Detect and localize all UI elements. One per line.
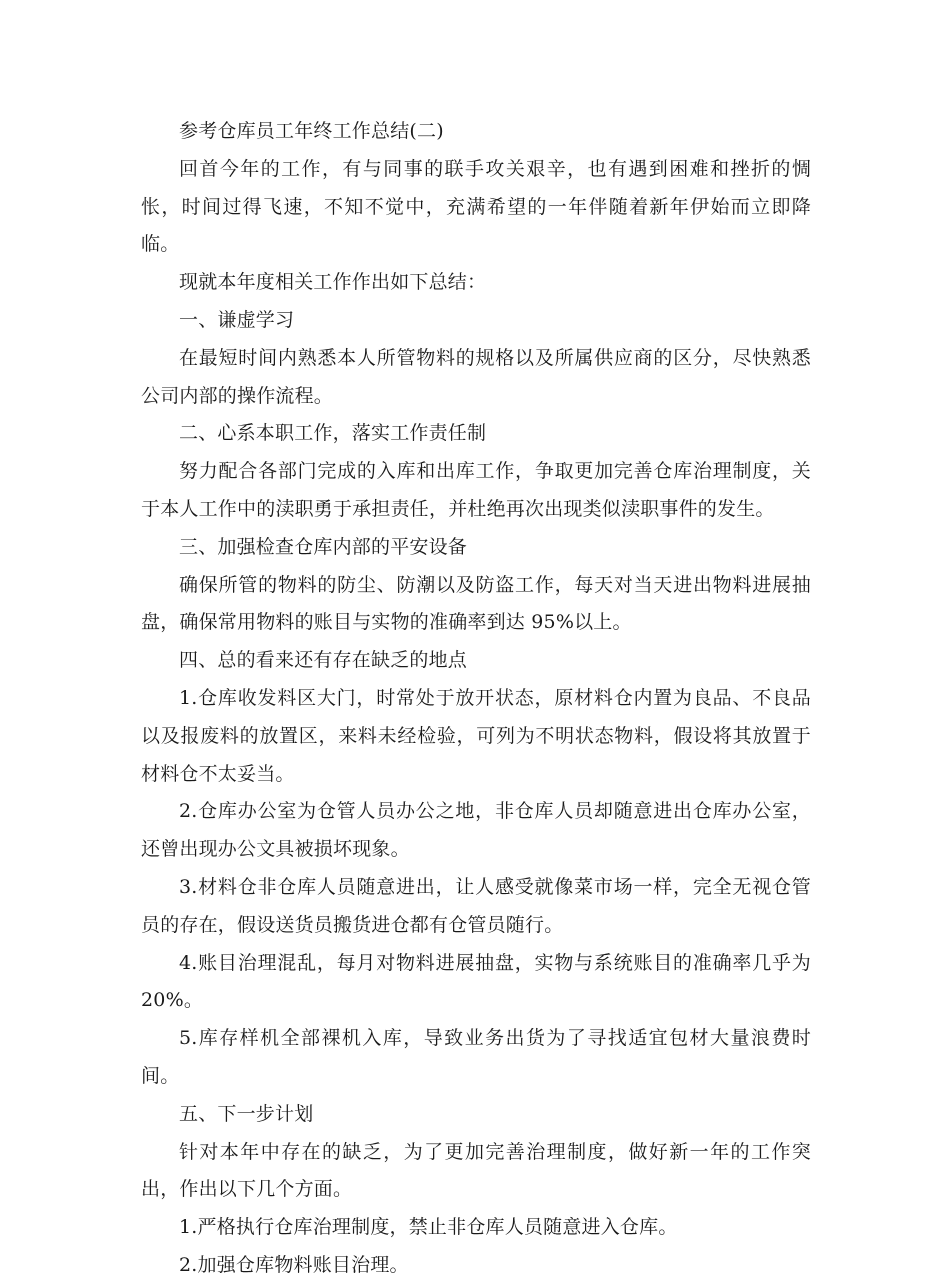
paragraph-section-1: 在最短时间内熟悉本人所管物料的规格以及所属供应商的区分，尽快熟悉公司内部的操作流程。 xyxy=(141,346,811,407)
section-heading-1: 一、谦虚学习 xyxy=(179,308,295,331)
paragraph-intro: 回首今年的工作，有与同事的联手攻关艰辛，也有遇到困难和挫折的惆怅，时间过得飞速，不知不觉中，充满希望的一年伴随着新年伊始而立即降临。 xyxy=(141,157,811,256)
section-heading-4: 四、总的看来还有存在缺乏的地点 xyxy=(179,649,468,672)
list-item-5-2: 2.加强仓库物料账目治理。 xyxy=(179,1253,409,1276)
list-item-4-2: 2.仓库办公室为仓管人员办公之地，非仓库人员却随意进出仓库办公室，还曾出现办公文具被损坏现象。 xyxy=(141,800,811,861)
section-heading-5: 五、下一步计划 xyxy=(179,1102,314,1125)
list-item-4-5: 5.库存样机全部裸机入库，导致业务出货为了寻找适宜包材大量浪费时间。 xyxy=(141,1027,811,1087)
section-heading-3: 三、加强检查仓库内部的平安设备 xyxy=(179,535,468,558)
document-body xyxy=(141,113,811,1285)
paragraph-section-3: 确保所管的物料的防尘、防潮以及防盗工作，每天对当天进出物料进展抽盘，确保常用物料的账目与实物的准确率到达 95%以上。 xyxy=(141,573,811,634)
section-heading-2: 二、心系本职工作，落实工作责任制 xyxy=(179,422,487,445)
paragraph-section-2: 努力配合各部门完成的入库和出库工作，争取更加完善仓库治理制度，关于本人工作中的渎职勇于承担责任，并杜绝再次出现类似渎职事件的发生。 xyxy=(141,460,811,520)
list-item-4-3: 3.材料仓非仓库人员随意进出，让人感受就像菜市场一样，完全无视仓管员的存在，假设送货员搬货进仓都有仓管员随行。 xyxy=(141,875,811,936)
paragraph-section-5: 针对本年中存在的缺乏，为了更加完善治理制度，做好新一年的工作突出，作出以下几个方面。 xyxy=(141,1140,811,1201)
list-item-4-1: 1.仓库收发料区大门，时常处于放开状态，原材料仓内置为良品、不良品以及报废料的放置区，来料未经检验，可列为不明状态物料，假设将其放置于材料仓不太妥当。 xyxy=(141,686,811,785)
document-title: 参考仓库员工年终工作总结(二) xyxy=(179,120,444,142)
list-item-4-4: 4.账目治理混乱，每月对物料进展抽盘，实物与系统账目的准确率几乎为20%。 xyxy=(141,951,811,1012)
paragraph-summary-lead: 现就本年度相关工作作出如下总结： xyxy=(179,271,487,294)
list-item-5-1: 1.严格执行仓库治理制度，禁止非仓库人员随意进入仓库。 xyxy=(179,1216,678,1239)
